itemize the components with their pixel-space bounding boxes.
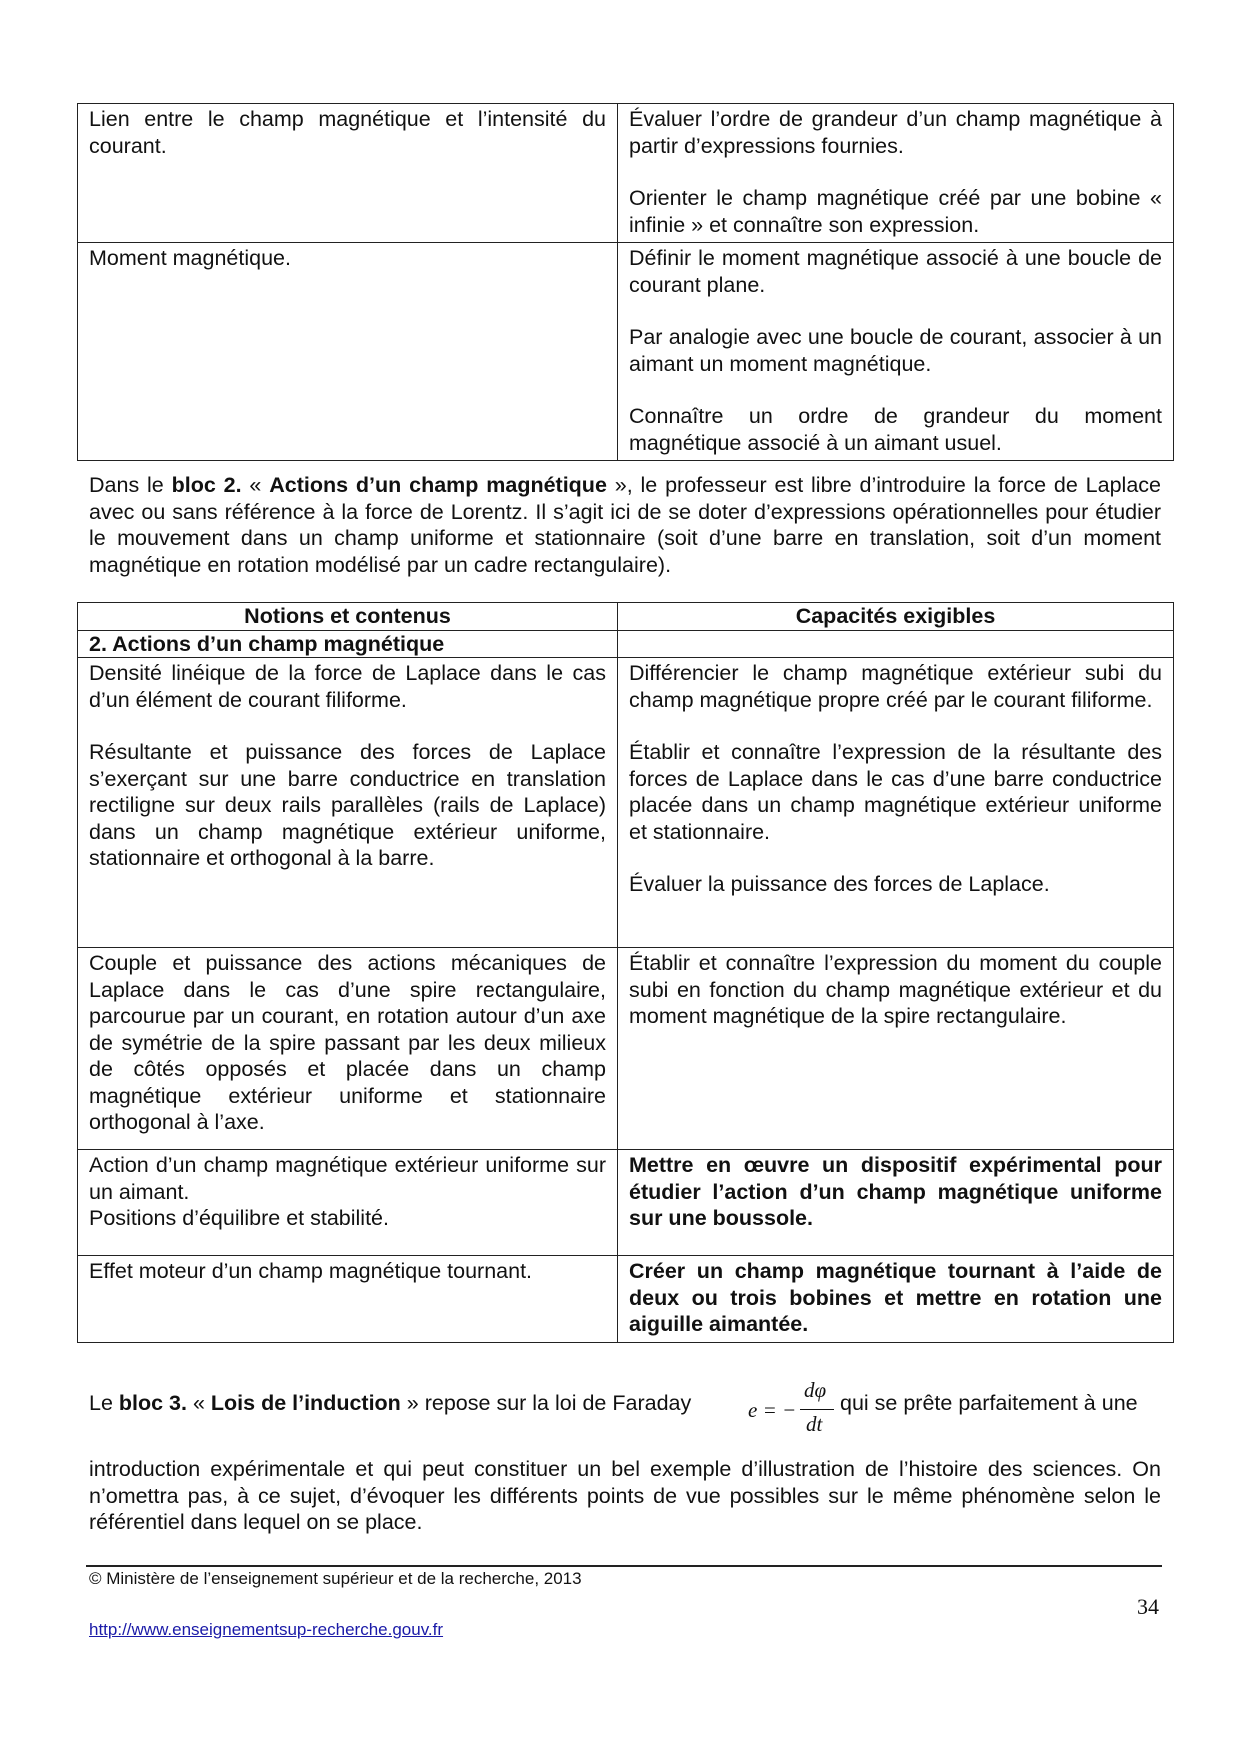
table-row (78, 104, 1174, 243)
table-row (78, 948, 1174, 1150)
formula-denominator: dt (806, 1412, 823, 1436)
formula-numerator: dφ (804, 1378, 827, 1402)
section-title: 2. Actions d’un champ magnétique (78, 630, 618, 658)
capacite-cell: Différencier le champ magnétique extérieur subi du champ magnétique propre créé par le courant filiforme. Établir et connaître l’expression de la résultante des forces de Laplace dans le cas d’une barre conductrice placée dans un champ magnétique extérieur uniforme et stationnaire. Évaluer la puissance des forces de Laplace. (618, 658, 1174, 948)
empty-cell (618, 630, 1174, 658)
footer-copyright: © Ministère de l’enseignement supérieur et de la recherche, 2013 (89, 1569, 582, 1588)
program-table-continued (77, 103, 1174, 461)
paragraph-continuation: introduction expérimentale et qui peut constituer un bel exemple d’illustration de l’histoire des sciences. On n’omettra pas, à ce sujet, d’évoquer les différents points de vue possibles sur le même phénomène selon le référentiel dans lequel on se place. (89, 1457, 1161, 1534)
table-row (78, 243, 1174, 461)
notion-cell: Densité linéique de la force de Laplace dans le cas d’un élément de courant filiforme. Résultante et puissance des forces de Laplace s’exerçant sur une barre conductrice en translation rectiligne sur deux rails parallèles (rails de Laplace) dans un champ magnétique extérieur uniforme, stationnaire et orthogonal à la barre. (78, 658, 618, 948)
capacite-cell: Établir et connaître l’expression du moment du couple subi en fonction du champ magnétique extérieur et du moment magnétique de la spire rectangulaire. (618, 948, 1174, 1150)
paragraph-tail: qui se prête parfaitement à une (840, 1391, 1138, 1415)
table-row (78, 1256, 1174, 1343)
intro-paragraph-bloc3: Le bloc 3. « Lois de l’induction » repose sur la loi de Faraday qui se prête parfaitement à une (89, 1391, 1138, 1415)
program-table-bloc2 (77, 602, 1174, 1343)
capacite-cell: Évaluer l’ordre de grandeur d’un champ magnétique à partir d’expressions fournies. Orienter le champ magnétique créé par une bobine « infinie » et connaître son expression. (618, 104, 1174, 243)
notion-cell: Lien entre le champ magnétique et l’intensité du courant. (78, 104, 618, 243)
notion-cell: Effet moteur d’un champ magnétique tournant. (78, 1256, 618, 1343)
capacite-cell: Définir le moment magnétique associé à une boucle de courant plane. Par analogie avec une boucle de courant, associer à un aimant un moment magnétique. Connaître un ordre de grandeur du moment magnétique associé à un aimant usuel. (618, 243, 1174, 461)
footer-divider (86, 1565, 1162, 1567)
capacite-cell-experimental: Mettre en œuvre un dispositif expérimental pour étudier l’action d’un champ magnétique uniforme sur une boussole. (618, 1150, 1174, 1256)
faraday-formula (748, 1378, 840, 1440)
table-row (78, 1150, 1174, 1256)
formula-lhs: e = − (748, 1398, 797, 1422)
column-header-capacites: Capacités exigibles (618, 603, 1174, 631)
column-header-notions: Notions et contenus (78, 603, 618, 631)
section-title-row (78, 630, 1174, 658)
notion-cell: Action d’un champ magnétique extérieur uniforme sur un aimant. Positions d’équilibre et stabilité. (78, 1150, 618, 1256)
notion-cell: Couple et puissance des actions mécaniques de Laplace dans le cas d’une spire rectangulaire, parcourue par un courant, en rotation autour d’un axe de symétrie de la spire passant par les deux milieux de côtés opposés et placée dans un champ magnétique extérieur uniforme et stationnaire orthogonal à l’axe. (78, 948, 618, 1150)
intro-paragraph-bloc2: Dans le bloc 2. « Actions d’un champ magnétique », le professeur est libre d’introduire la force de Laplace avec ou sans référence à la force de Lorentz. Il s’agit ici de se doter d’expressions opérationnelles pour étudier le mouvement dans un champ uniforme et stationnaire (soit d’une barre en translation, soit d’un moment magnétique en rotation modélisé par un cadre rectangulaire). (89, 473, 1161, 577)
footer-url-link[interactable]: http://www.enseignementsup-recherche.gouv.fr (89, 1620, 444, 1639)
capacite-cell-experimental: Créer un champ magnétique tournant à l’aide de deux ou trois bobines et mettre en rotation une aiguille aimantée. (618, 1256, 1174, 1343)
notion-cell: Moment magnétique. (78, 243, 618, 461)
fraction-bar (800, 1409, 834, 1410)
table-row (78, 658, 1174, 948)
page-number: 34 (1137, 1594, 1159, 1619)
table-header-row (78, 603, 1174, 631)
